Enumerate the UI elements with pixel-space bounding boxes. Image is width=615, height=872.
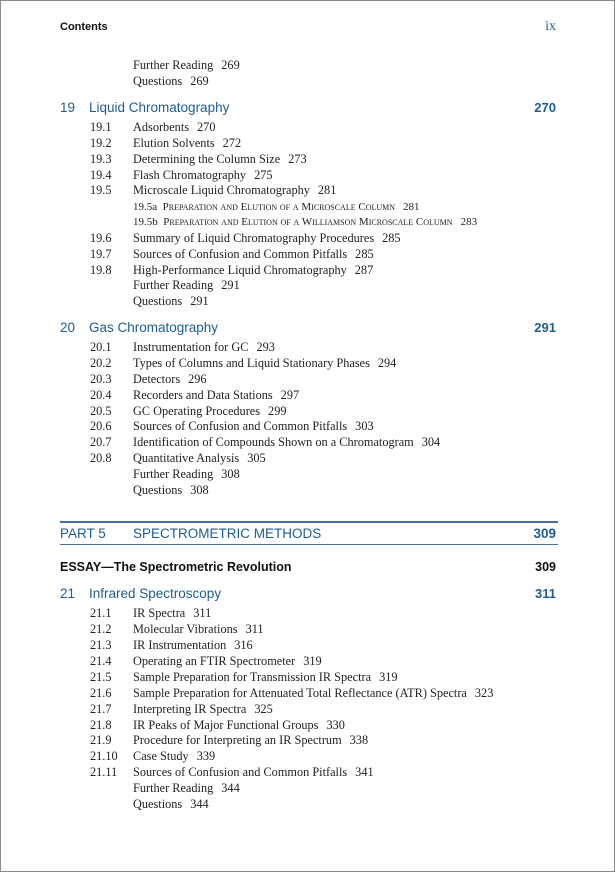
toc-entry-number: 21.7 — [90, 702, 112, 716]
toc-entry-page: 319 — [379, 670, 398, 684]
toc-entry-page: 323 — [474, 686, 494, 700]
toc-entry — [133, 58, 240, 73]
toc-entry-title: Further Reading — [133, 58, 214, 72]
toc-entry-number: 19.8 — [90, 263, 112, 277]
toc-entry-title: Sample Preparation for Transmission IR Spectra — [133, 670, 372, 684]
toc-entry-number: 20.8 — [90, 451, 112, 465]
toc-entry-title: IR Peaks of Major Functional Groups — [133, 718, 319, 732]
chapter-title: Gas Chromatography — [89, 320, 219, 335]
toc-entry-title: High-Performance Liquid Chromatography — [133, 263, 347, 277]
toc-entry-title: Procedure for Interpreting an IR Spectrum — [133, 733, 342, 747]
running-header-title: Contents — [60, 21, 108, 33]
toc-entry-number: 21.1 — [90, 606, 112, 620]
toc-entry-number: 20.4 — [90, 388, 112, 402]
part-rule-bottom — [60, 544, 558, 545]
chapter-page: 291 — [534, 320, 556, 335]
toc-entry-number: 21.8 — [90, 718, 112, 732]
toc-entry-page: 308 — [221, 467, 240, 481]
toc-entry-number: 20.7 — [90, 435, 112, 449]
toc-entry-title: Quantitative Analysis — [133, 451, 240, 465]
toc-entry-title: Identification of Compounds Shown on a Chromatogram — [133, 435, 414, 449]
part-page: 309 — [533, 526, 556, 541]
toc-entry-title: Questions — [133, 483, 183, 497]
toc-entry-number: 21.9 — [90, 733, 112, 747]
toc-entry-page: 344 — [190, 797, 209, 811]
toc-entry-number: 21.5 — [90, 670, 112, 684]
toc-entry-page: 281 — [317, 183, 337, 197]
toc-entry-title: Flash Chromatography — [133, 168, 247, 182]
toc-entry-page: 311 — [193, 606, 212, 620]
toc-entry-page: 285 — [355, 247, 374, 261]
page-number: ix — [545, 19, 556, 34]
toc-entry-page: 339 — [196, 749, 216, 763]
toc-entry-page: 297 — [280, 388, 300, 402]
chapter-number: 21 — [60, 586, 76, 601]
part-title: SPECTROMETRIC METHODS — [133, 526, 322, 541]
chapter-page: 311 — [535, 586, 556, 601]
toc-entry-page: 319 — [303, 654, 322, 668]
toc-entry-page: 330 — [326, 718, 345, 732]
toc-entry-number: 19.3 — [90, 152, 112, 166]
toc-entry-title: Adsorbents — [133, 120, 190, 134]
toc-entry-number: 21.11 — [90, 765, 118, 779]
toc-entry-title: Sources of Confusion and Common Pitfalls — [133, 419, 348, 433]
toc-entry-page: 269 — [190, 74, 209, 88]
toc-entry-page: 311 — [245, 622, 264, 636]
toc-entry-number: 21.6 — [90, 686, 112, 700]
toc-entry-title: Determining the Column Size — [133, 152, 281, 166]
toc-entry — [133, 781, 240, 796]
toc-subentry-number: 19.5a — [133, 201, 158, 213]
toc-subentry-title: Preparation and Elution of a Microscale Column — [162, 201, 396, 213]
toc-entry-title: Case Study — [133, 749, 189, 763]
toc-entry — [133, 278, 240, 293]
toc-entry-number: 21.3 — [90, 638, 112, 652]
toc-entry-title: Microscale Liquid Chromatography — [133, 183, 310, 197]
toc-entry-page: 341 — [355, 765, 374, 779]
toc-entry-title: Summary of Liquid Chromatography Procedures — [133, 231, 375, 245]
toc-entry-page: 291 — [221, 278, 240, 292]
toc-subentry-page: 283 — [460, 216, 478, 228]
toc-entry-title: Further Reading — [133, 278, 214, 292]
chapter-number: 20 — [60, 320, 76, 335]
toc-entry-title: Sources of Confusion and Common Pitfalls — [133, 765, 348, 779]
toc-entry-page: 296 — [188, 372, 207, 386]
toc-entry-number: 20.1 — [90, 340, 112, 354]
toc-entry-title: Types of Columns and Liquid Stationary Phases — [133, 356, 370, 370]
toc-entry-number: 19.6 — [90, 231, 112, 245]
toc-entry-number: 19.4 — [90, 168, 112, 182]
toc-entry-title: Elution Solvents — [133, 136, 215, 150]
toc-entry-number: 21.10 — [90, 749, 118, 763]
toc-entry-title: Interpreting IR Spectra — [133, 702, 247, 716]
toc-entry-page: 273 — [288, 152, 307, 166]
toc-entry-title: Sources of Confusion and Common Pitfalls — [133, 247, 348, 261]
toc-entry-page: 272 — [222, 136, 242, 150]
toc-entry-page: 269 — [221, 58, 240, 72]
toc-entry-title: Further Reading — [133, 781, 214, 795]
toc-subentry — [133, 200, 420, 214]
toc-entry-title: Sample Preparation for Attenuated Total Reflectance (ATR) Spectra — [133, 686, 467, 700]
part-rule-top — [60, 521, 558, 523]
toc-entry-page: 325 — [254, 702, 273, 716]
toc-entry-number: 20.5 — [90, 404, 112, 418]
toc-entry-title: Questions — [133, 74, 183, 88]
toc-entry — [133, 467, 240, 482]
toc-entry-title: Questions — [133, 294, 183, 308]
toc-entry-number: 21.4 — [90, 654, 112, 668]
toc-entry-number: 20.6 — [90, 419, 112, 433]
toc-entry-number: 21.2 — [90, 622, 112, 636]
toc-entry-page: 344 — [221, 781, 240, 795]
toc-entry-title: Further Reading — [133, 467, 214, 481]
toc-entry-title: Instrumentation for GC — [133, 340, 249, 354]
toc-entry-title: IR Instrumentation — [133, 638, 227, 652]
chapter-page: 270 — [534, 100, 556, 115]
toc-entry-page: 308 — [190, 483, 209, 497]
toc-entry-page: 293 — [256, 340, 275, 354]
essay-page: 309 — [535, 560, 556, 574]
toc-entry-number: 19.7 — [90, 247, 112, 261]
toc-entry-page: 291 — [190, 294, 209, 308]
toc-entry-page: 299 — [268, 404, 287, 418]
toc-entry-page: 304 — [421, 435, 441, 449]
chapter-title: Infrared Spectroscopy — [89, 586, 222, 601]
toc-entry-page: 275 — [254, 168, 273, 182]
toc-entry-title: Detectors — [133, 372, 181, 386]
essay-title: ESSAY—The Spectrometric Revolution — [60, 560, 292, 574]
part-label: PART 5 — [60, 526, 106, 541]
toc-entry-page: 294 — [377, 356, 397, 370]
toc-entry-number: 20.2 — [90, 356, 112, 370]
toc-entry-page: 270 — [197, 120, 216, 134]
toc-entry-title: GC Operating Procedures — [133, 404, 261, 418]
toc-entry-title: Operating an FTIR Spectrometer — [133, 654, 296, 668]
toc-subentry-page: 281 — [403, 201, 420, 213]
toc-entry-page: 316 — [234, 638, 253, 652]
toc-subentry-number: 19.5b — [133, 216, 158, 228]
toc-entry-number: 19.2 — [90, 136, 112, 150]
toc-entry — [133, 797, 209, 812]
toc-entry-page: 287 — [354, 263, 374, 277]
chapter-number: 19 — [60, 100, 76, 115]
toc-entry-title: Questions — [133, 797, 183, 811]
toc-entry-page: 305 — [247, 451, 266, 465]
toc-entry — [133, 74, 209, 89]
toc-entry-page: 285 — [382, 231, 401, 245]
toc-entry-title: IR Spectra — [133, 606, 186, 620]
chapter-title: Liquid Chromatography — [89, 100, 230, 115]
toc-entry-number: 19.5 — [90, 183, 112, 197]
toc-entry — [133, 483, 209, 498]
toc-entry-title: Molecular Vibrations — [133, 622, 238, 636]
toc-entry-page: 338 — [349, 733, 369, 747]
toc-subentry-title: Preparation and Elution of a Williamson Microscale Column — [163, 216, 453, 228]
toc-entry-title: Recorders and Data Stations — [133, 388, 273, 402]
toc-subentry — [133, 215, 477, 229]
toc-entry-page: 303 — [355, 419, 374, 433]
toc-entry-number: 20.3 — [90, 372, 112, 386]
toc-entry — [133, 294, 209, 309]
toc-entry-number: 19.1 — [90, 120, 112, 134]
